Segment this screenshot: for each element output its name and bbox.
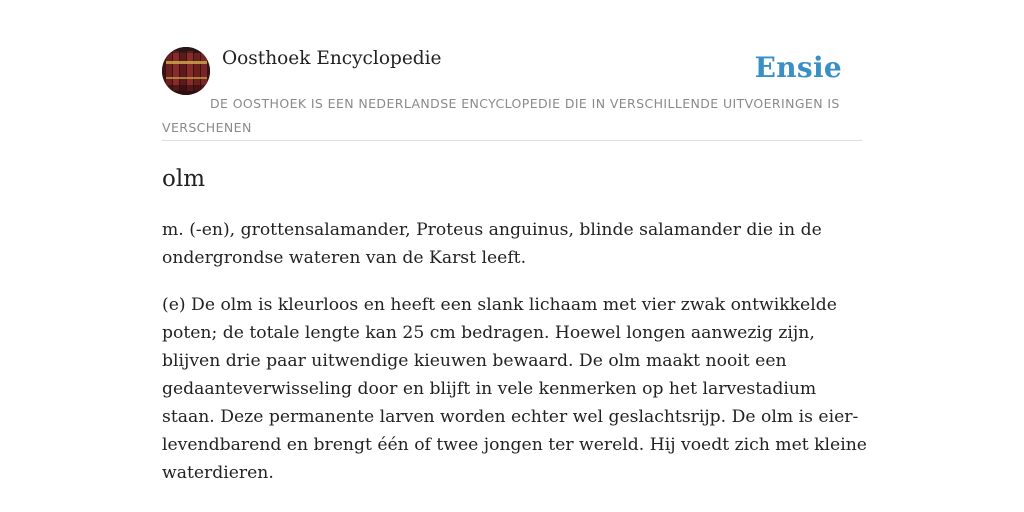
site-name[interactable]: Oosthoek Encyclopedie [222, 48, 442, 69]
article-paragraph: m. (-en), grottensalamander, Proteus anguinus, blinde salamander die in de ondergrondse wateren van de Karst leeft. [162, 220, 822, 268]
site-header [162, 46, 862, 141]
encyclopedia-books-icon[interactable] [162, 47, 210, 95]
brand-logo[interactable]: Ensie [754, 51, 842, 84]
page-container [162, 46, 867, 483]
article-title: olm [162, 166, 206, 192]
article-paragraph: (e) De olm is kleurloos en heeft een slank lichaam met vier zwak ontwikkelde poten; de totale lengte kan 25 cm bedragen. Hoewel longen aanwezig zijn, blijven drie paar uitwendige kieuwen bewaard. De olm maakt nooit een gedaanteverwisseling door en blijft in vele kenmerken op het larvestadium staan. Deze permanente larven worden echter wel geslachtsrijp. De olm is eier-levendbarend en brengt één of twee jongen ter wereld. Hij voedt zich met kleine waterdieren. [162, 295, 867, 483]
site-tagline: DE OOSTHOEK IS EEN NEDERLANDSE ENCYCLOPEDIE DIE IN VERSCHILLENDE UITVOERINGEN IS VERSCHENEN [162, 96, 840, 135]
